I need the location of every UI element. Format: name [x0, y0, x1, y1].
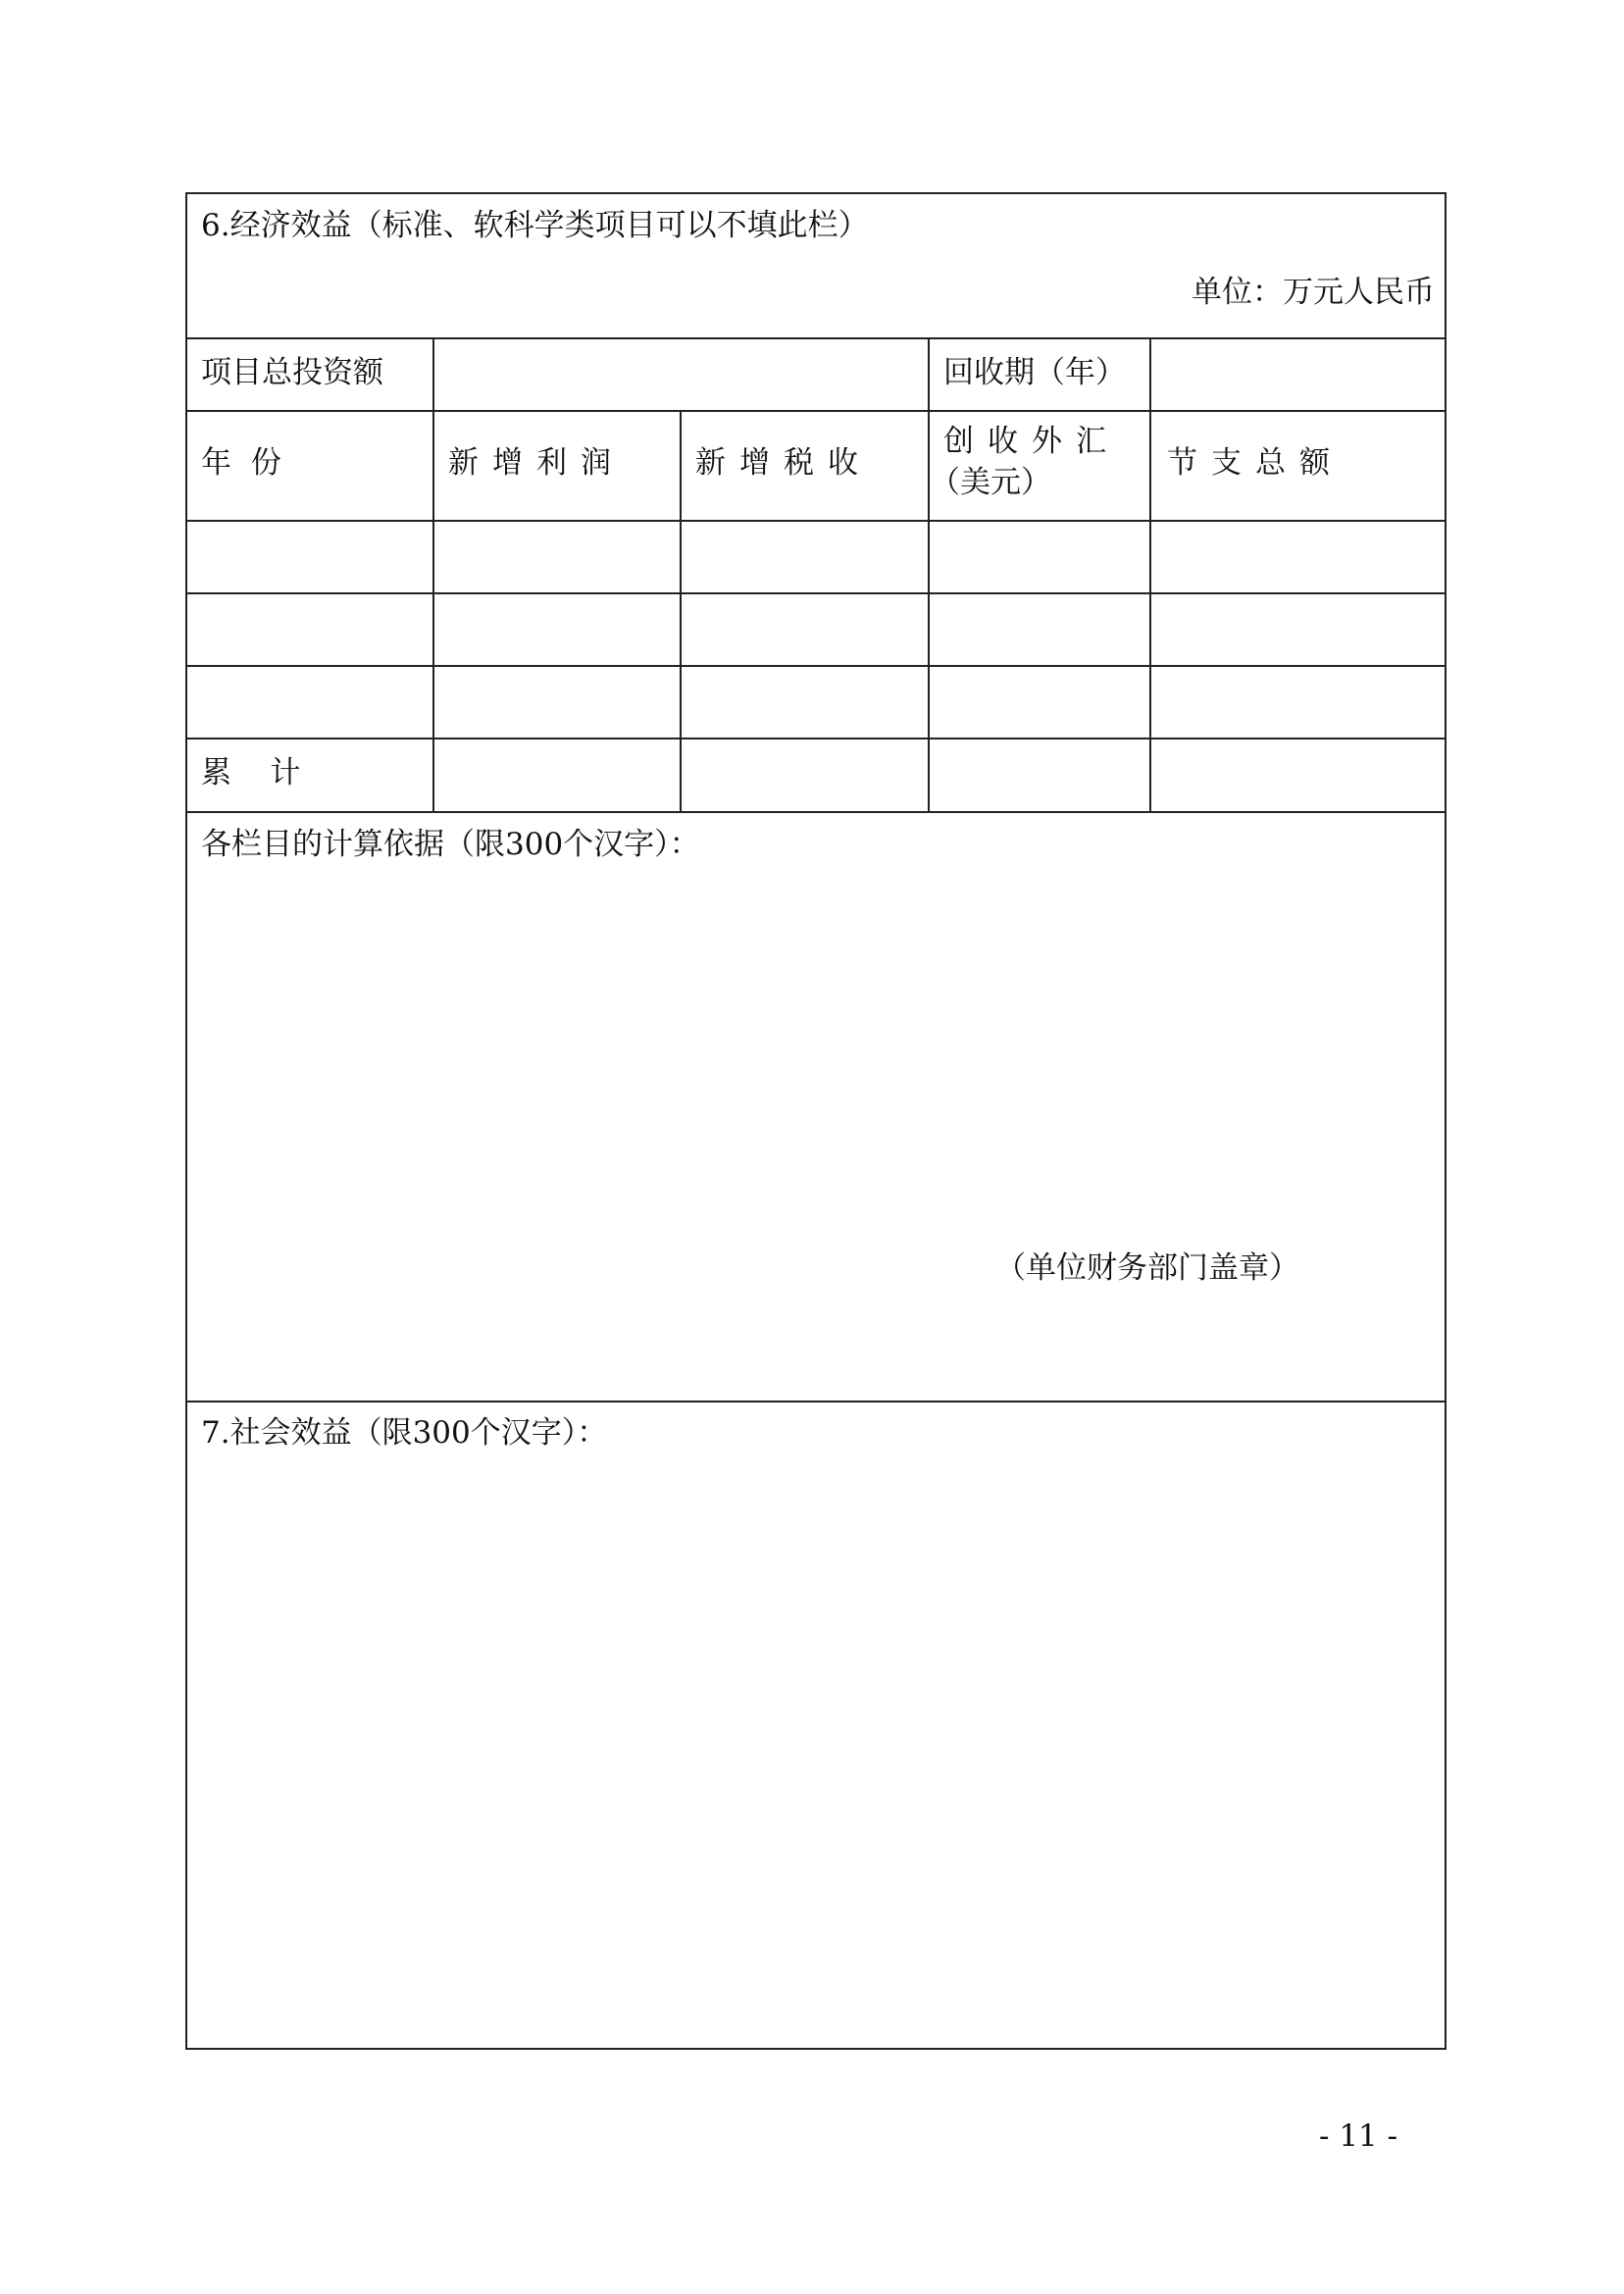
table-cell-forex[interactable] — [930, 594, 1149, 665]
table-cell-savings[interactable] — [1151, 522, 1445, 592]
total-cell-profit[interactable] — [434, 739, 680, 811]
column-header-tax: 新增税收 — [695, 445, 872, 481]
table-cell-tax[interactable] — [682, 594, 928, 665]
page-number: - 11 - — [1319, 2118, 1398, 2154]
payback-input[interactable] — [1151, 339, 1445, 410]
total-cell-tax[interactable] — [682, 739, 928, 811]
unit-label: 单位：万元人民币 — [1192, 275, 1435, 310]
total-row-label: 累 计 — [201, 755, 301, 790]
table-cell-year[interactable] — [189, 667, 432, 738]
table-cell-profit[interactable] — [434, 594, 680, 665]
calculation-basis-label: 各栏目的计算依据（限300个汉字）： — [201, 827, 700, 862]
table-cell-tax[interactable] — [682, 667, 928, 738]
investment-label: 项目总投资额 — [201, 355, 383, 390]
economic-benefit-form — [185, 192, 1446, 2050]
table-cell-savings[interactable] — [1151, 667, 1445, 738]
section6-heading: 6.经济效益（标准、软科学类项目可以不填此栏） — [201, 208, 869, 243]
table-cell-year[interactable] — [189, 522, 432, 592]
column-header-year: 年 份 — [201, 445, 281, 481]
stamp-note: （单位财务部门盖章） — [995, 1250, 1299, 1286]
divider — [187, 811, 1445, 813]
column-header-forex: 创收外汇 — [943, 424, 1120, 459]
divider — [187, 410, 1445, 412]
table-cell-profit[interactable] — [434, 667, 680, 738]
section7-heading: 7.社会效益（限300个汉字）： — [201, 1415, 608, 1451]
column-header-forex-unit: （美元） — [930, 465, 1051, 500]
investment-input[interactable] — [434, 339, 926, 410]
calculation-basis-textarea[interactable] — [201, 871, 1433, 1381]
table-cell-tax[interactable] — [682, 522, 928, 592]
social-benefit-textarea[interactable] — [201, 1461, 1433, 2030]
divider — [187, 1401, 1445, 1402]
table-cell-year[interactable] — [189, 594, 432, 665]
table-cell-profit[interactable] — [434, 522, 680, 592]
payback-label: 回收期（年） — [943, 355, 1126, 390]
total-cell-savings[interactable] — [1151, 739, 1445, 811]
table-cell-forex[interactable] — [930, 522, 1149, 592]
table-cell-savings[interactable] — [1151, 594, 1445, 665]
column-header-savings: 节支总额 — [1167, 445, 1344, 481]
column-header-profit: 新增利润 — [448, 445, 625, 481]
table-cell-forex[interactable] — [930, 667, 1149, 738]
total-cell-forex[interactable] — [930, 739, 1149, 811]
